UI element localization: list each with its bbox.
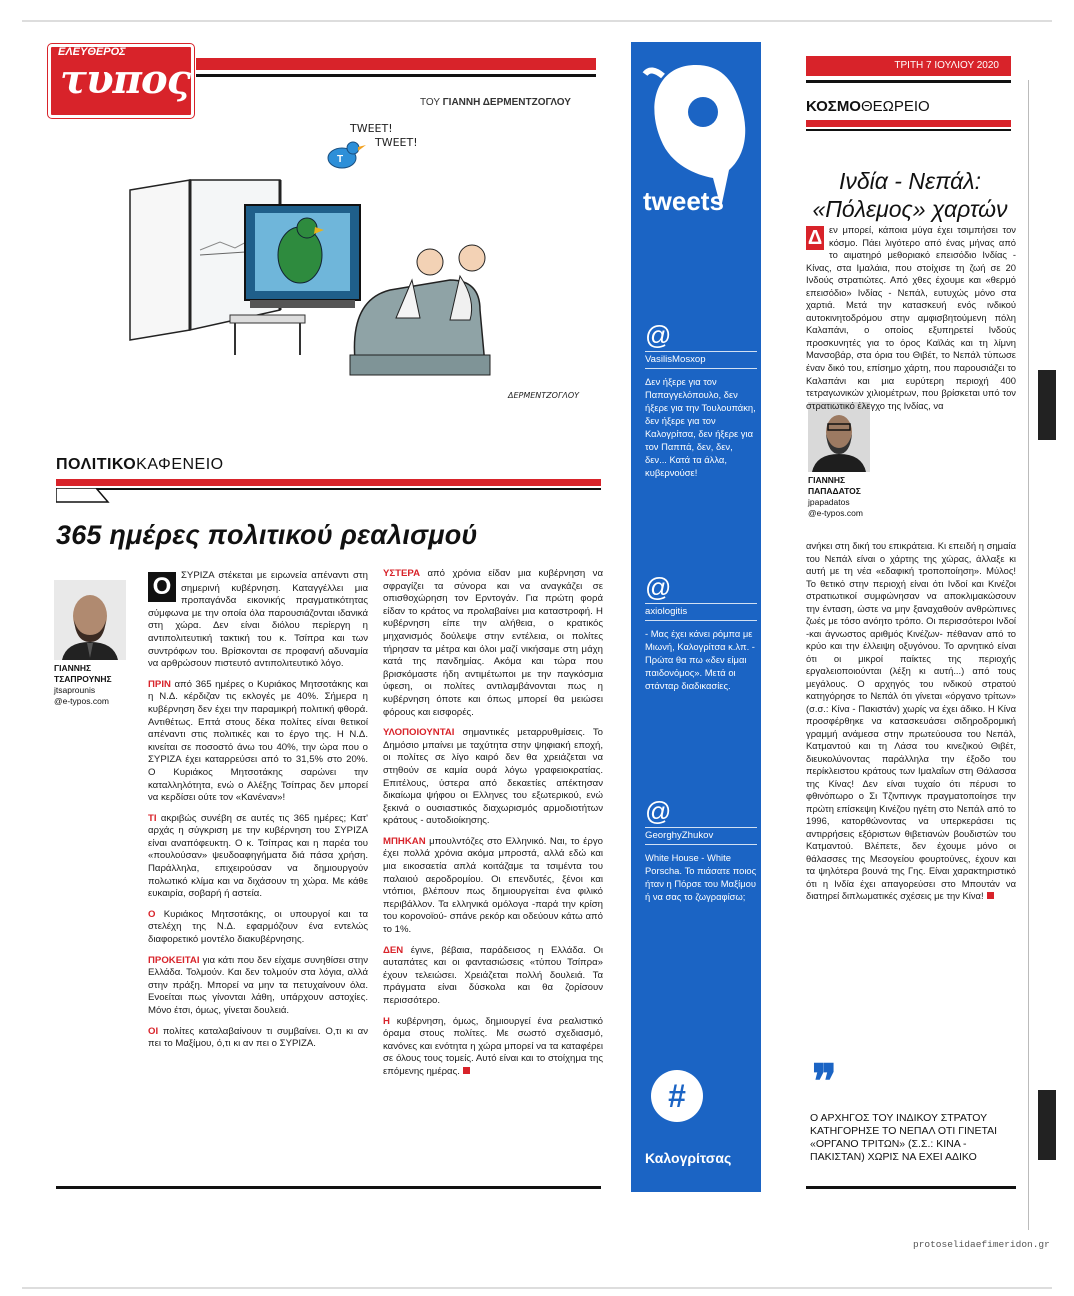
paragraph — [148, 813, 368, 901]
hashtag-label: Καλογρίτσας — [645, 1150, 732, 1166]
author-photo-tsaprounis — [54, 580, 126, 660]
cartoon-byline-name: ΓΙΑΝΝΗ ΔΕΡΜΕΝΤΖΟΓΛΟΥ — [442, 97, 571, 108]
paragraph-text: σημαντικές μεταρρυθμίσεις. Το Δημόσιο μπαίνει με ταχύτητα στην ψηφιακή εποχή, οι πολίτες σε λίγο καιρό δεν θα χρειάζεται να στηθούν σε καμία ουρά λόγω γραφειοκρατίας. Επιτέλους, ύστερα από δεκαετίες απέκτησαν δικαίωμα ψήφου οι Ελληνες του εξωτερικού, ενώ ξεκινά ο ουσιαστικός διαχωρισμός αρμοδιοτήτων κράτους - αυτοδιοίκησης. — [383, 727, 603, 827]
paragraph — [148, 679, 368, 805]
kosmo-headline-line2: «Πόλεμος» χαρτών — [812, 196, 1008, 222]
section-heading-bold: ΠΟΛΙΤΙΚΟ — [56, 456, 137, 473]
tweet-divider — [645, 368, 757, 369]
logo-top-text: ΕΛΕΥΘΕΡΟΣ — [58, 46, 126, 58]
paragraph-lead: Η — [383, 1015, 390, 1027]
author-first-name: ΓΙΑΝΝΗΣ — [808, 475, 846, 485]
twitter-bird-icon — [328, 142, 366, 168]
paragraph — [383, 727, 603, 828]
tweet-divider — [645, 351, 757, 352]
paragraph-lead: ΜΠΗΚΑΝ — [383, 835, 426, 847]
tweet-text-1: TWEET! — [350, 122, 393, 135]
paragraph-text: ακριβώς συνέβη σε αυτές τις 365 ημέρες; Κατ' αρχάς η σύγκριση με την κυβέρνηση του ΣΥΡΙΖΑ είναι αναπόφευκτη. Ο κ. Τσίπρας και η παρέα του «πουλούσαν» ψευδοαφηγήματα διά πάσα χρήση. Παράλληλα, επιχειρούσαν να δημιουργούν πολωτικό κλίμα και να διχάσουν τη χώρα. Με κάθε ευκαιρία, σοβαρή ή αστεία. — [148, 812, 368, 900]
paragraph-text: μπουλντόζες στο Ελληνικό. Ναι, το έργο έχει πολλά χρόνια ακόμα μπροστά, αλλά εδώ και μια εικοσαετία απλά κοιτάζαμε τα τσιμέντα του παλαιού αεροδρομίου. Οι επενδυτές, ξένοι και ντόπιοι, βλέπουν πως δημιουργείται ένα φιλικό περιβάλλον. Τα ελληνικά ομόλογα -παρά την κρίση του κορονοϊού- σπάνε ρεκόρ και οδεύουν κάτω από το 1%. — [383, 835, 604, 936]
armchair-with-men-drawing — [350, 245, 490, 375]
author-email: @e-typos.com — [54, 696, 109, 706]
dropcap: Δ — [807, 227, 823, 249]
bottom-rule-left — [56, 1186, 601, 1189]
issue-date: ΤΡΙΤΗ 7 ΙΟΥΛΙΟΥ 2020 — [894, 60, 999, 71]
author-photo-papadatos — [808, 402, 870, 472]
paragraph-text: από χρόνια είδαν μια κυβέρνηση να σφραγίζει τα σύνορα και να αναγκάζει σε οπισθοχώρηση τον Ερντογάν. Για πρώτη φορά είδαν το κράτος να προλαβαίνει μια καταστροφή. Η κυβέρνηση είπε την αλήθεια, ο κρατικός μηχανισμός δούλεψε στην εντέλεια, οι πολίτες τήρησαν τα μέτρα και όλοι μαζί νικήσαμε στη μάχη κατά της πανδημίας. Ακόμα και τώρα που βρισκόμαστε ήδη αντιμέτωποι με την παγκόσμια ύφεση, οι πολίτες αντιλαμβάνονται πως η κυβέρνηση όποτε και όπως μπορεί θα μειώσει φόρους και εισφορές. — [383, 568, 603, 718]
paragraph — [383, 836, 603, 937]
date-bar — [806, 56, 1011, 76]
date-rule — [806, 80, 1011, 83]
author-last-name: ΤΣΑΠΡΟΥΝΗΣ — [54, 674, 112, 684]
watermark: protoselidaefimeridon.gr — [913, 1239, 1050, 1250]
page-edge-tab — [1038, 370, 1056, 440]
section-heading-rest: ΘΕΩΡΕΙΟ — [860, 98, 930, 115]
tweet-text: Δεν ήξερε για τον Παπαγγελόπουλο, δεν ήξερε για την Τουλουπάκη, δεν ήξερε για τον Καλογρίτσα, δεν ήξερε για τον Παππά, δεν, δεν, δεν... Κατά τα άλλα, κυβερνούσε! — [645, 376, 756, 478]
paragraph-text: από 365 ημέρες ο Κυριάκος Μητσοτάκης και η Ν.Δ. κέρδιζαν τις εκλογές με 40%. Σήμερα η κυβέρνηση δεν έχει την παραμικρή πολιτική φθορά. Αντιθέτως. Επτά στους δέκα πολίτες είναι θετικοί απέναντι στις πολιτικές και το έργο της. Η Ν.Δ. κινείται σε ποσοστό άνω του 40%, την ώρα που ο ΣΥΡΙΖΑ έχει καταρρεύσει από το 31,5% στο 20%. Ο Κυριάκος Μητσοτάκης σαρώνει την καταλληλότητα, ενώ ο Αλέξης Τσίπρας δεν μπορεί να κερδίσει ούτε τον «Κανέναν»! — [148, 678, 368, 804]
paragraph — [148, 909, 368, 947]
paragraph-lead: ΠΡΟΚΕΙΤΑΙ — [148, 954, 200, 966]
tweet-item — [645, 320, 757, 479]
at-icon: @ — [645, 572, 672, 602]
tweet-divider — [645, 603, 757, 604]
paragraph-text: εν μπορεί, κάποια μύγα έχει τσιμπήσει τον κόσμο. Πάει λιγότερο από ένας μήνας από το αιματηρό μεθοριακό επεισόδιο Ινδίας - Κίνας, στα Ιμαλάια, που στοίχισε τη ζωή σε 20 Ινδούς στρατιώτες. Από χθες έχουμε και «θερμό επεισόδιο» Ινδίας - Νεπάλ, ευτυχώς μόνο στα χαρτιά. Μετά την κατασκευή ενός ινδικού αυτοκινητοδρόμου στην αμφισβητούμενη πόλη Καλαπάνι, ο οποίος εξυπηρετεί Ινδούς προσκυνητές για το όρος Καϊλάς και τη λίμνη Μανσοβάρ, στα όρια του Θιβέτ, το Νεπάλ τύπωσε έναν δικό του, επίσημο χάρτη, που παρουσιάζει το Καλαπάνι και μια ευρύτερη περιοχή 400 τετραγωνικών χιλιομέτρων, που βρίσκεται υπό τον στρατιωτικό έλεγχο της Ινδίας, να — [806, 224, 1016, 411]
tweet-text: White House - White Porscha. Το πιάσατε ποιος ήταν η Πόρσε του Μαξίμου ή να σας το ζωγραφίσω; — [645, 852, 757, 902]
kafeneio-rule-tab — [56, 488, 116, 504]
author-first-name: ΓΙΑΝΝΗΣ — [54, 663, 92, 673]
author-handle: jpapadatos — [808, 497, 850, 507]
paragraph-text: έγινε, βέβαια, παράδεισος η Ελλάδα. Οι αυταπάτες και οι φαντασιώσεις «τύπου Τσίπρα» έχουν τελειώσει. Χρειάζεται πολλή δουλειά. Τα πράγματα είναι δύσκολα και θα ζορίσουν περισσότερο. — [383, 944, 603, 1006]
end-mark-icon — [463, 1067, 470, 1074]
paragraph-lead: Ο — [148, 908, 156, 920]
section-heading-kafeneio — [56, 456, 224, 474]
paragraph — [148, 955, 368, 1018]
header-black-rule — [196, 74, 596, 77]
tweet-divider — [645, 827, 757, 828]
tweets-title: tweets — [643, 186, 724, 216]
paragraph-lead: ΤΙ — [148, 812, 157, 824]
tweet-handle: VasilisMosxop — [645, 354, 706, 365]
tv-drawing — [230, 205, 360, 355]
paragraph-text: Κυριάκος Μητσοτάκης, οι υπουργοί και τα στελέχη της Ν.Δ. εφαρμόζουν ένα εντελώς διαφορετικό μοντέλο διακυβέρνησης. — [148, 908, 369, 946]
hashtag-icon: # — [651, 1070, 703, 1122]
page-edge-tab — [1038, 1090, 1056, 1160]
tweet-divider — [645, 844, 757, 845]
paragraph-lead: ΟΙ — [148, 1025, 159, 1037]
paragraph-text: για κάτι που δεν είχαμε συνηθίσει στην Ελλάδα. Τολμούν. Και δεν τολμούν στα λόγια, αλλά στην πράξη. Μπορεί να μην τα πετυχαίνουν όλα. Ενοείται πως γίνονται λάθη, υπάρχουν αστοχίες. Μόνο έτσι, όμως, γίνεται δουλειά. — [148, 954, 368, 1016]
tweet-handle: axiologitis — [645, 606, 688, 617]
tweet-item — [645, 796, 757, 903]
header-red-bar — [196, 58, 596, 70]
paragraph — [148, 570, 368, 671]
quote-mark-icon: ❞ — [812, 1055, 837, 1107]
pull-quote: Ο ΑΡΧΗΓΟΣ ΤΟΥ ΙΝΔΙΚΟΥ ΣΤΡΑΤΟΥ ΚΑΤΗΓΟΡΗΣΕ ΤΟ ΝΕΠΑΛ ΟΤΙ ΓΙΝΕΤΑΙ «ΟΡΓΑΝΟ ΤΡΙΤΩΝ» (Σ.Σ.: ΚΙΝΑ - ΠΑΚΙΣΤΑΝ) ΧΩΡΙΣ ΝΑ ΕΧΕΙ ΑΔΙΚΟ — [810, 1112, 998, 1163]
section-heading-bold: ΚΟΣΜΟ — [806, 98, 861, 115]
article-column-1 — [148, 570, 368, 1059]
section-heading-kosmo — [806, 98, 930, 115]
cartoon-signature: ΔΕΡΜΕΝΤΖΟΓΛΟΥ — [508, 391, 580, 400]
tweets-bird-logo-icon — [641, 60, 751, 260]
paragraph-lead: ΠΡΙΝ — [148, 678, 171, 690]
paragraph-lead: ΔΕΝ — [383, 944, 404, 956]
bird-letter: T — [337, 154, 344, 165]
article-headline: 365 ημέρες πολιτικού ρεαλισμού — [56, 520, 478, 550]
author-handle: jtsaprounis — [54, 685, 96, 695]
tweet-divider — [645, 620, 757, 621]
paragraph-lead: ΥΣΤΕΡΑ — [383, 568, 421, 579]
paragraph-text: ΣΥΡΙΖΑ στέκεται με ειρωνεία απέναντι στη σημερινή κυβέρνηση. Καταγγέλλει μια προπαγάνδα εικονικής πραγματικότητας σύμφωνα με την οποία όλα παρουσιάζονται ιδανικά στη χώρα. Δεν είναι διόλου περίεργη η αντιπολιτευτική τακτική του κ. Τσίπρα και των συντρόφων του. Βρίσκονται σε προφανή αδυναμία να αρθρώσουν πιστευτό αντιπολιτευτικό λόγο. — [148, 570, 368, 670]
kosmo-article-body-2 — [806, 540, 1016, 903]
author-last-name: ΠΑΠΑΔΑΤΟΣ — [808, 486, 861, 496]
kafeneio-red-rule — [56, 479, 601, 486]
cartoon-byline-prefix: ΤΟΥ — [420, 97, 440, 108]
tweet-text: - Μας έχει κάνει ρόμπα με Μιωνή, Καλογρίτσα κ.λπ. - Πρώτα θα πω «δεν είμαι παιδονόμος». Μετά οι στάνταρ διαδικασίες. — [645, 628, 755, 691]
dropcap: Ο — [148, 572, 176, 602]
kosmo-black-rule — [806, 129, 1011, 131]
paragraph-text: ανήκει στη δική του επικράτεια. Κι επειδή η σημαία του Νεπάλ είναι ο χάρτης της χώρας, άλλαξε κι αυτή με τη νέα «εδαφική τροποποίηση». Μύλος! Το θετικό στην περιοχή είναι ότι Ινδοί και Κινέζοι στρατιωτικοί συμφώνησαν να αποκλιμακώσουν την ένταση, ώστε να μην ξαναχαθούν ανθρώπινες ζωές με τόσο ανόητο τρόπο. Οι περισσότεροι Ινδοί -και άγνωστος αριθμός Κινέζων- πέθαναν από το κρύο και την έλλειψη οξυγόνου. Το αρνητικό είναι ότι οι μικροί παίκτες της περιοχής εργαλειοποιούνται (λέξη κι αυτή...) από τους μεγάλους. Ο αρχηγός του ινδικού στρατού κατηγόρησε το Νεπάλ ότι γίνεται «όργανο τρίτων» (σ.σ.: Κίνα - Πακιστάν) χωρίς να έχει άδικο. Η Κίνα προσφέρθηκε να κατασκευάσει σιδηροδρομική γραμμή ανάμεσα στην πρωτεύουσα του Νεπάλ, Κατμαντού και τη Λάσα του κινεζικού Θιβέτ, διευκολύνοντας παράλληλα την έξοδο του περίκλειστου κράτους των Ιμαλαΐων στη Θάλασσα της Κίνας! Δεν είναι τυχαίο ότι πέρυσι το φθινόπωρο ο Σι Τζινπινγκ πραγματοποίησε την πρώτη επίσκεψη Κινέζου ηγέτη στο Νεπάλ από το 1996, κατορθώνοντας να υπερκεράσει τις αντιρρήσεις εξόριστων θιβετιανών βουδιστών του Κατμαντού. Βλέπετε, δεν έχουμε μόνο οι θάλασσες της Μεσογείου φουρτούνες, έχουν και τα ψηλότερα βουνά της Γης. Είναι χαρακτηριστικό ότι η Ινδία έχει απαγορεύσει στο Μπουτάν να διατηρεί διπλωματικές σχέσεις με την Κίνα! — [806, 540, 1016, 901]
section-heading-rest: ΚΑΦΕΝΕΙΟ — [136, 456, 224, 473]
paragraph-lead: ΥΛΟΠΟΙΟΥΝΤΑΙ — [383, 727, 455, 739]
kosmo-headline — [800, 167, 1020, 223]
author-credit-tsaprounis — [54, 663, 134, 707]
kafeneio-black-rule — [56, 488, 601, 490]
author-credit-papadatos — [808, 475, 878, 519]
paragraph — [383, 945, 603, 1008]
paragraph-text: κυβέρνηση, όμως, δημιουργεί ένα ρεαλιστικό όραμα στους πολίτες. Με σωστό σχεδιασμό, κανόνες και ενότητα η χώρα μπορεί να τα καταφέρει σε όλους τους τομείς. Αυτό είναι και το στοίχημα της επόμενης ημέρας. — [383, 1015, 603, 1077]
at-icon: @ — [645, 320, 672, 350]
political-cartoon — [100, 110, 620, 420]
end-mark-icon — [987, 892, 994, 899]
logo-main-text: τυπος — [60, 56, 190, 103]
paragraph — [148, 1026, 368, 1051]
author-email: @e-typos.com — [808, 508, 863, 518]
tweet-item — [645, 572, 757, 692]
page-edge-line — [1028, 80, 1029, 1230]
paragraph-text: πολίτες καταλαβαίνουν τι συμβαίνει. Ο,τι κι αν πει το Μαξίμου, ό,τι κι αν πει ο ΣΥΡΙΖΑ. — [148, 1025, 369, 1050]
spacer — [885, 424, 886, 425]
cartoon-byline — [420, 97, 571, 108]
kosmo-article-body — [806, 224, 1016, 412]
paragraph — [383, 1016, 603, 1079]
bottom-rule-right — [806, 1186, 1016, 1189]
kosmo-headline-line1: Ινδία - Νεπάλ: — [839, 168, 981, 194]
tweet-handle: GeorghyZhukov — [645, 830, 714, 841]
tweet-text-2: TWEET! — [375, 136, 418, 149]
at-icon: @ — [645, 796, 672, 826]
kosmo-red-rule — [806, 120, 1011, 127]
paragraph — [383, 568, 603, 719]
article-column-2 — [383, 568, 603, 1087]
